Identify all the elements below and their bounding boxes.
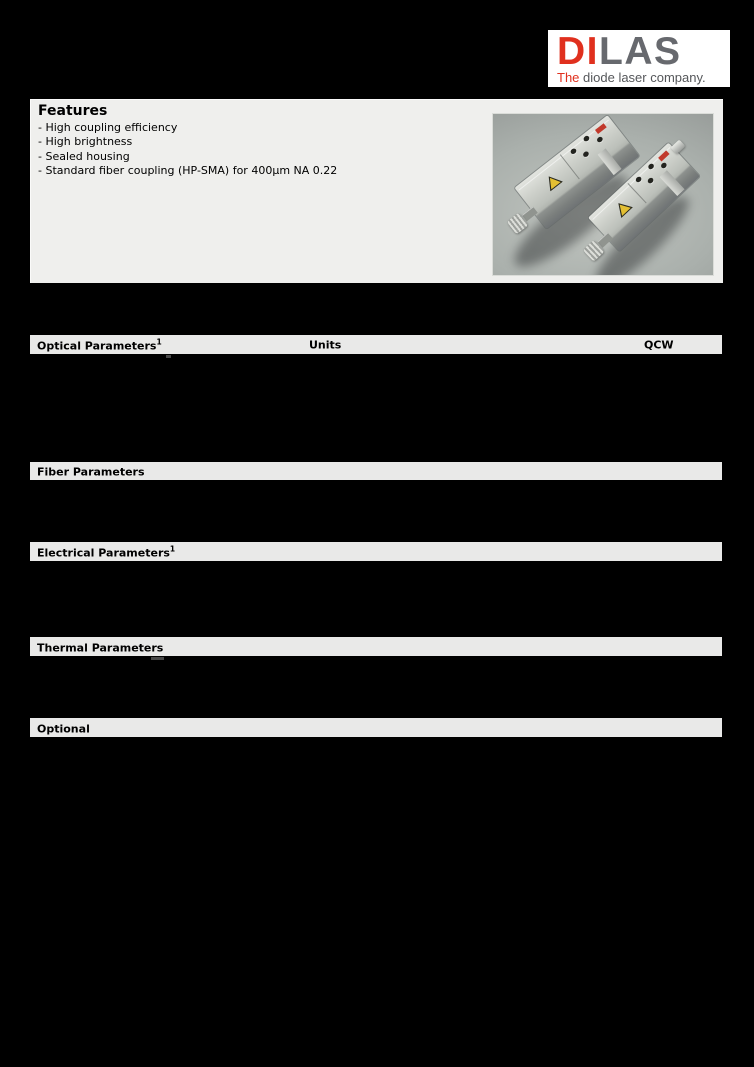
section-title-text: Optional [37, 721, 90, 735]
feature-item: - Standard fiber coupling (HP-SMA) for 400µm NA 0.22 [38, 163, 338, 177]
section-title [37, 639, 163, 654]
feature-item: - High coupling efficiency [38, 121, 178, 134]
section-title [37, 464, 145, 479]
section-title [37, 337, 162, 352]
feature-item: - High brightness [38, 135, 133, 149]
text-remnant [166, 355, 171, 358]
section-header-electrical-parameters [30, 542, 722, 561]
section-header-optical-parameters [30, 335, 722, 354]
logo-tagline-the: The [557, 70, 580, 85]
logo-tagline [557, 71, 724, 85]
section-header-optional [30, 718, 722, 737]
logo-text-di: DI [557, 30, 599, 73]
product-photo [492, 113, 714, 276]
dilas-logo [548, 30, 730, 87]
section-header-fiber-parameters [30, 462, 722, 480]
section-header-thermal-parameters [30, 637, 722, 656]
column-header-qcw: QCW [644, 338, 674, 351]
features-list [38, 121, 337, 178]
logo-text-las: LAS [599, 30, 682, 73]
features-title: Features [38, 103, 108, 119]
section-title [37, 544, 175, 559]
logo-wordmark [557, 30, 724, 73]
text-remnant [151, 657, 164, 660]
section-title-superscript: 1 [156, 337, 162, 347]
section-title-text: Fiber Parameters [37, 465, 145, 479]
features-panel [30, 99, 723, 283]
feature-item: - Sealed housing [38, 149, 130, 163]
logo-tagline-rest: diode laser company. [579, 70, 706, 85]
section-title [37, 720, 90, 735]
section-title-text: Electrical Parameters [37, 545, 170, 559]
column-header-units: Units [309, 338, 342, 351]
section-title-superscript: 1 [169, 544, 176, 554]
section-title-text: Thermal Parameters [37, 640, 164, 654]
section-title-text: Optical Parameters [37, 338, 157, 352]
